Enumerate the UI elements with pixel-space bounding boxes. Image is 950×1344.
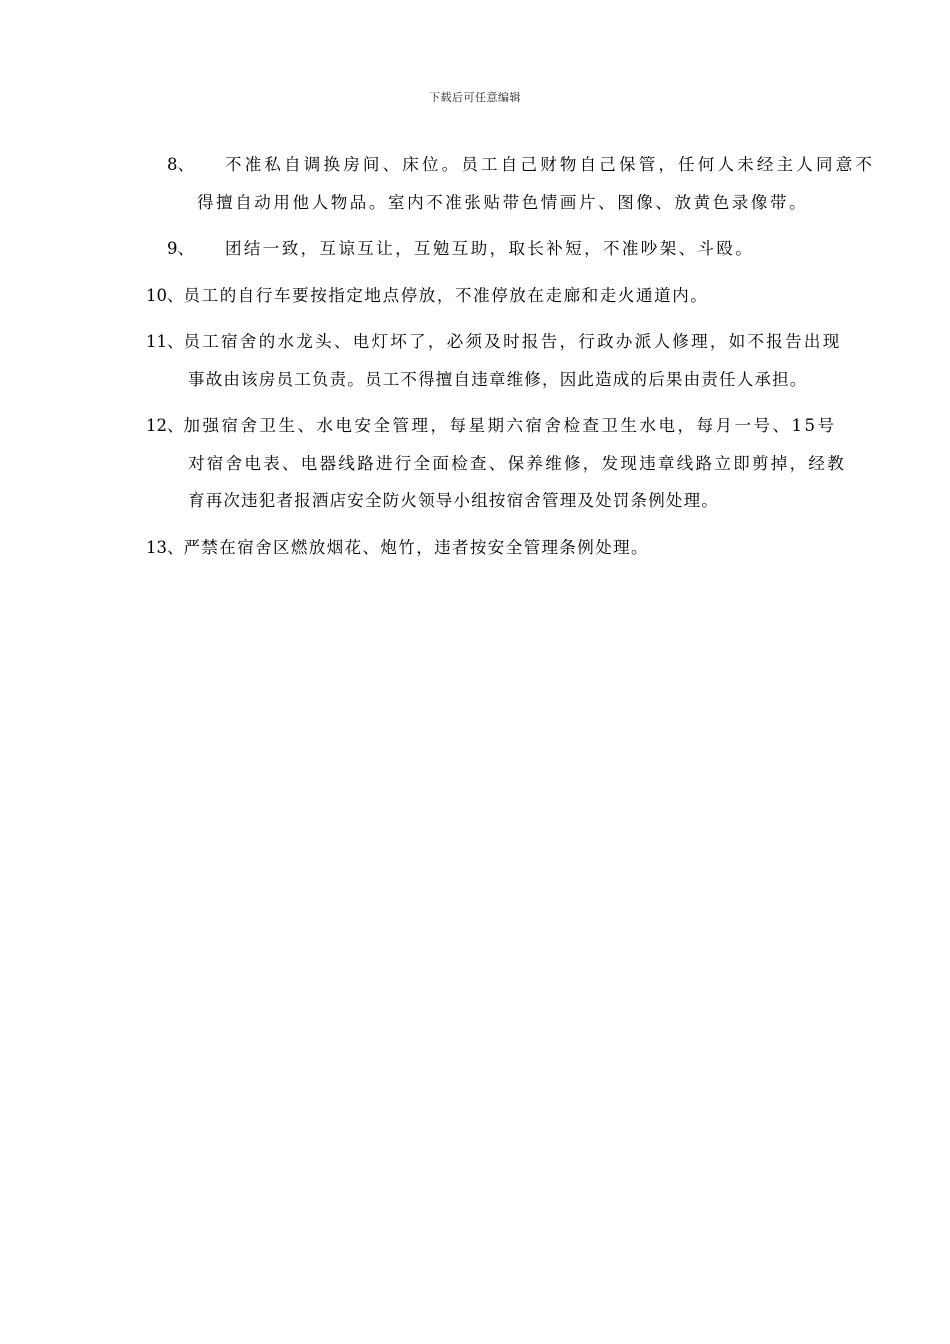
list-item (146, 407, 862, 520)
list-item (146, 146, 876, 221)
item-text-line: 对宿舍电表、电器线路进行全面检查、保养维修，发现违章线路立即剪掉，经教 (188, 453, 846, 473)
item-text-line: 育再次违犯者报酒店安全防火领导小组按宿舍管理及处罚条例处理。 (188, 491, 719, 510)
item-number: 10、 (146, 285, 184, 305)
page-header-note: 下载后可任意编辑 (429, 91, 521, 104)
item-number: 9、 (167, 239, 194, 258)
item-text-line: 严禁在宿舍区燃放烟花、炮竹，违者按安全管理条例处理。 (183, 537, 649, 557)
item-number: 13、 (146, 537, 184, 557)
item-text-line: 事故由该房员工负责。员工不得擅自违章维修，因此造成的后果由责任人承担。 (188, 369, 808, 389)
item-number: 8、 (167, 155, 194, 174)
list-item (146, 277, 862, 315)
item-text-line: 员工宿舍的水龙头、电灯坏了，必须及时报告，行政办派人修理，如不报告出现 (183, 332, 842, 351)
item-text-line: 员工的自行车要按指定地点停放，不准停放在走廊和走火通道内。 (183, 285, 709, 305)
item-text-line: 不准私自调换房间、床位。员工自己财物自己保管，任何人未经主人同意不 (225, 155, 876, 174)
item-text-line: 团结一致，互谅互让，互勉互助，取长补短，不准吵架、斗殴。 (225, 239, 755, 258)
list-item (146, 529, 862, 567)
regulations-list (146, 146, 876, 575)
list-item (146, 230, 862, 268)
item-text-line: 得擅自动用他人物品。室内不准张贴带色情画片、图像、放黄色录像带。 (197, 192, 809, 212)
item-number: 11、 (146, 332, 184, 351)
item-number: 12、 (146, 416, 184, 435)
item-text-line: 加强宿舍卫生、水电安全管理，每星期六宿舍检查卫生水电，每月一号、15号 (183, 416, 837, 435)
list-item (146, 323, 862, 398)
